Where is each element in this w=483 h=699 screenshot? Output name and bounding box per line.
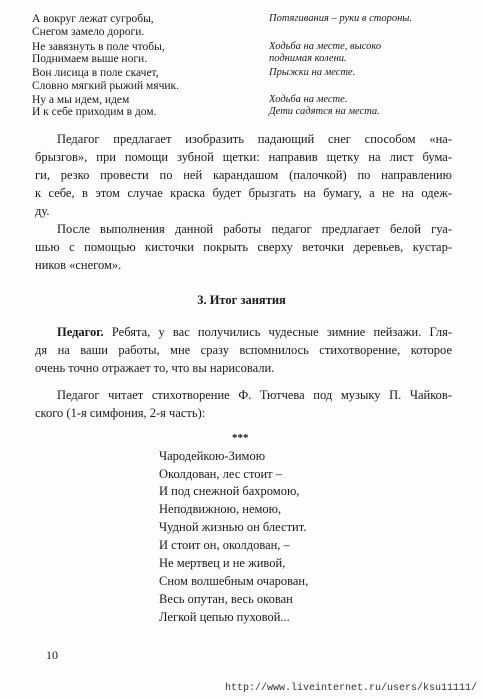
text-line: ги, резко провести по ней карандашом (палочкой) по направлению	[35, 168, 452, 182]
text-line: Педагог читает стихотворение Ф. Тютчева под музыку П. Чайков-	[57, 388, 452, 402]
verse-line: Легкой цепью пуховой...	[159, 610, 290, 624]
verse-marker: ***	[232, 432, 249, 444]
poem-line: Поднимаем выше ноги.	[32, 53, 148, 65]
poem-line: А вокруг лежат сугробы,	[32, 13, 154, 25]
verse-line: Не мертвец и не живой,	[159, 556, 286, 570]
poem-row	[32, 26, 452, 39]
text-line: ников «снегом».	[35, 258, 122, 272]
verse-line: Чародейкою-Зимою	[159, 449, 266, 463]
speaker-label: Педагог.	[57, 325, 104, 339]
text-line: ского (1-я симфония, 2-я часть):	[35, 406, 206, 420]
verse-line: Чудной жизнью он блестит.	[159, 520, 307, 534]
poem-row	[32, 67, 452, 80]
poem-row	[32, 53, 452, 66]
verse-line: И стоит он, околдован, –	[159, 538, 290, 552]
text-line: После выполнения данной работы педагог предлагает белой гуа-	[57, 222, 452, 236]
text-line: ду.	[35, 204, 50, 218]
poem-line: Вон лисица в поле скачет,	[32, 67, 159, 79]
movement-instruction: Ходьба на месте.	[269, 94, 348, 105]
poem-line: Снегом замело дороги.	[32, 26, 145, 38]
poem-line: Ну а мы идем, идем	[32, 94, 130, 106]
poem-line: Словно мягкий рыжий мячик.	[32, 80, 179, 92]
movement-instruction: Прыжки на месте.	[269, 67, 356, 78]
section-heading: 3. Итог занятия	[197, 293, 286, 307]
text-line: очень точно отражает то, что вы нарисовали.	[35, 361, 275, 375]
verse-line: Сном волшебным очарован,	[159, 574, 309, 588]
verse-line: Околдован, лес стоит –	[159, 467, 283, 481]
text-line: шью с помощью кисточки покрыть сверху веточки деревьев, кустар-	[35, 240, 452, 254]
poem-row	[32, 80, 452, 93]
text-line: брызгов», при помощи зубной щетки: направив щетку на лист бума-	[35, 150, 452, 164]
poem-line: И к себе приходим в дом.	[32, 106, 157, 118]
text-line	[35, 324, 452, 340]
source-url-watermark: http://www.liveinternet.ru/users/ksu11111/	[224, 683, 477, 694]
verse-line: И под снежной бахромою,	[159, 484, 300, 498]
poem-row	[32, 106, 452, 119]
verse-line: Неподвижною, немою,	[159, 502, 282, 516]
movement-instruction: Ходьба на месте, высоко	[269, 41, 382, 52]
movement-instruction: Дети садятся на места.	[269, 106, 380, 117]
poem-row	[32, 13, 452, 26]
page-number: 10	[46, 648, 58, 662]
poem-line: Не завязнуть в поле чтобы,	[32, 41, 165, 53]
verse-line: Весь опутан, весь окован	[159, 592, 293, 606]
text-line: к себе, в этом случае краска будет брызгать на бумагу, а не на одеж-	[35, 186, 452, 200]
text-line: дя на ваши работы, мне сразу вспомнилось стихотворение, которое	[35, 343, 452, 357]
text-line: Педагог предлагает изобразить падающий снег способом «на-	[57, 132, 452, 146]
movement-instruction: Потягивания – руки в стороны.	[269, 13, 413, 24]
movement-instruction: поднимая колени.	[269, 53, 347, 64]
speech-text: Ребята, у вас получились чудесные зимние пейзажи. Гля-	[103, 325, 452, 339]
